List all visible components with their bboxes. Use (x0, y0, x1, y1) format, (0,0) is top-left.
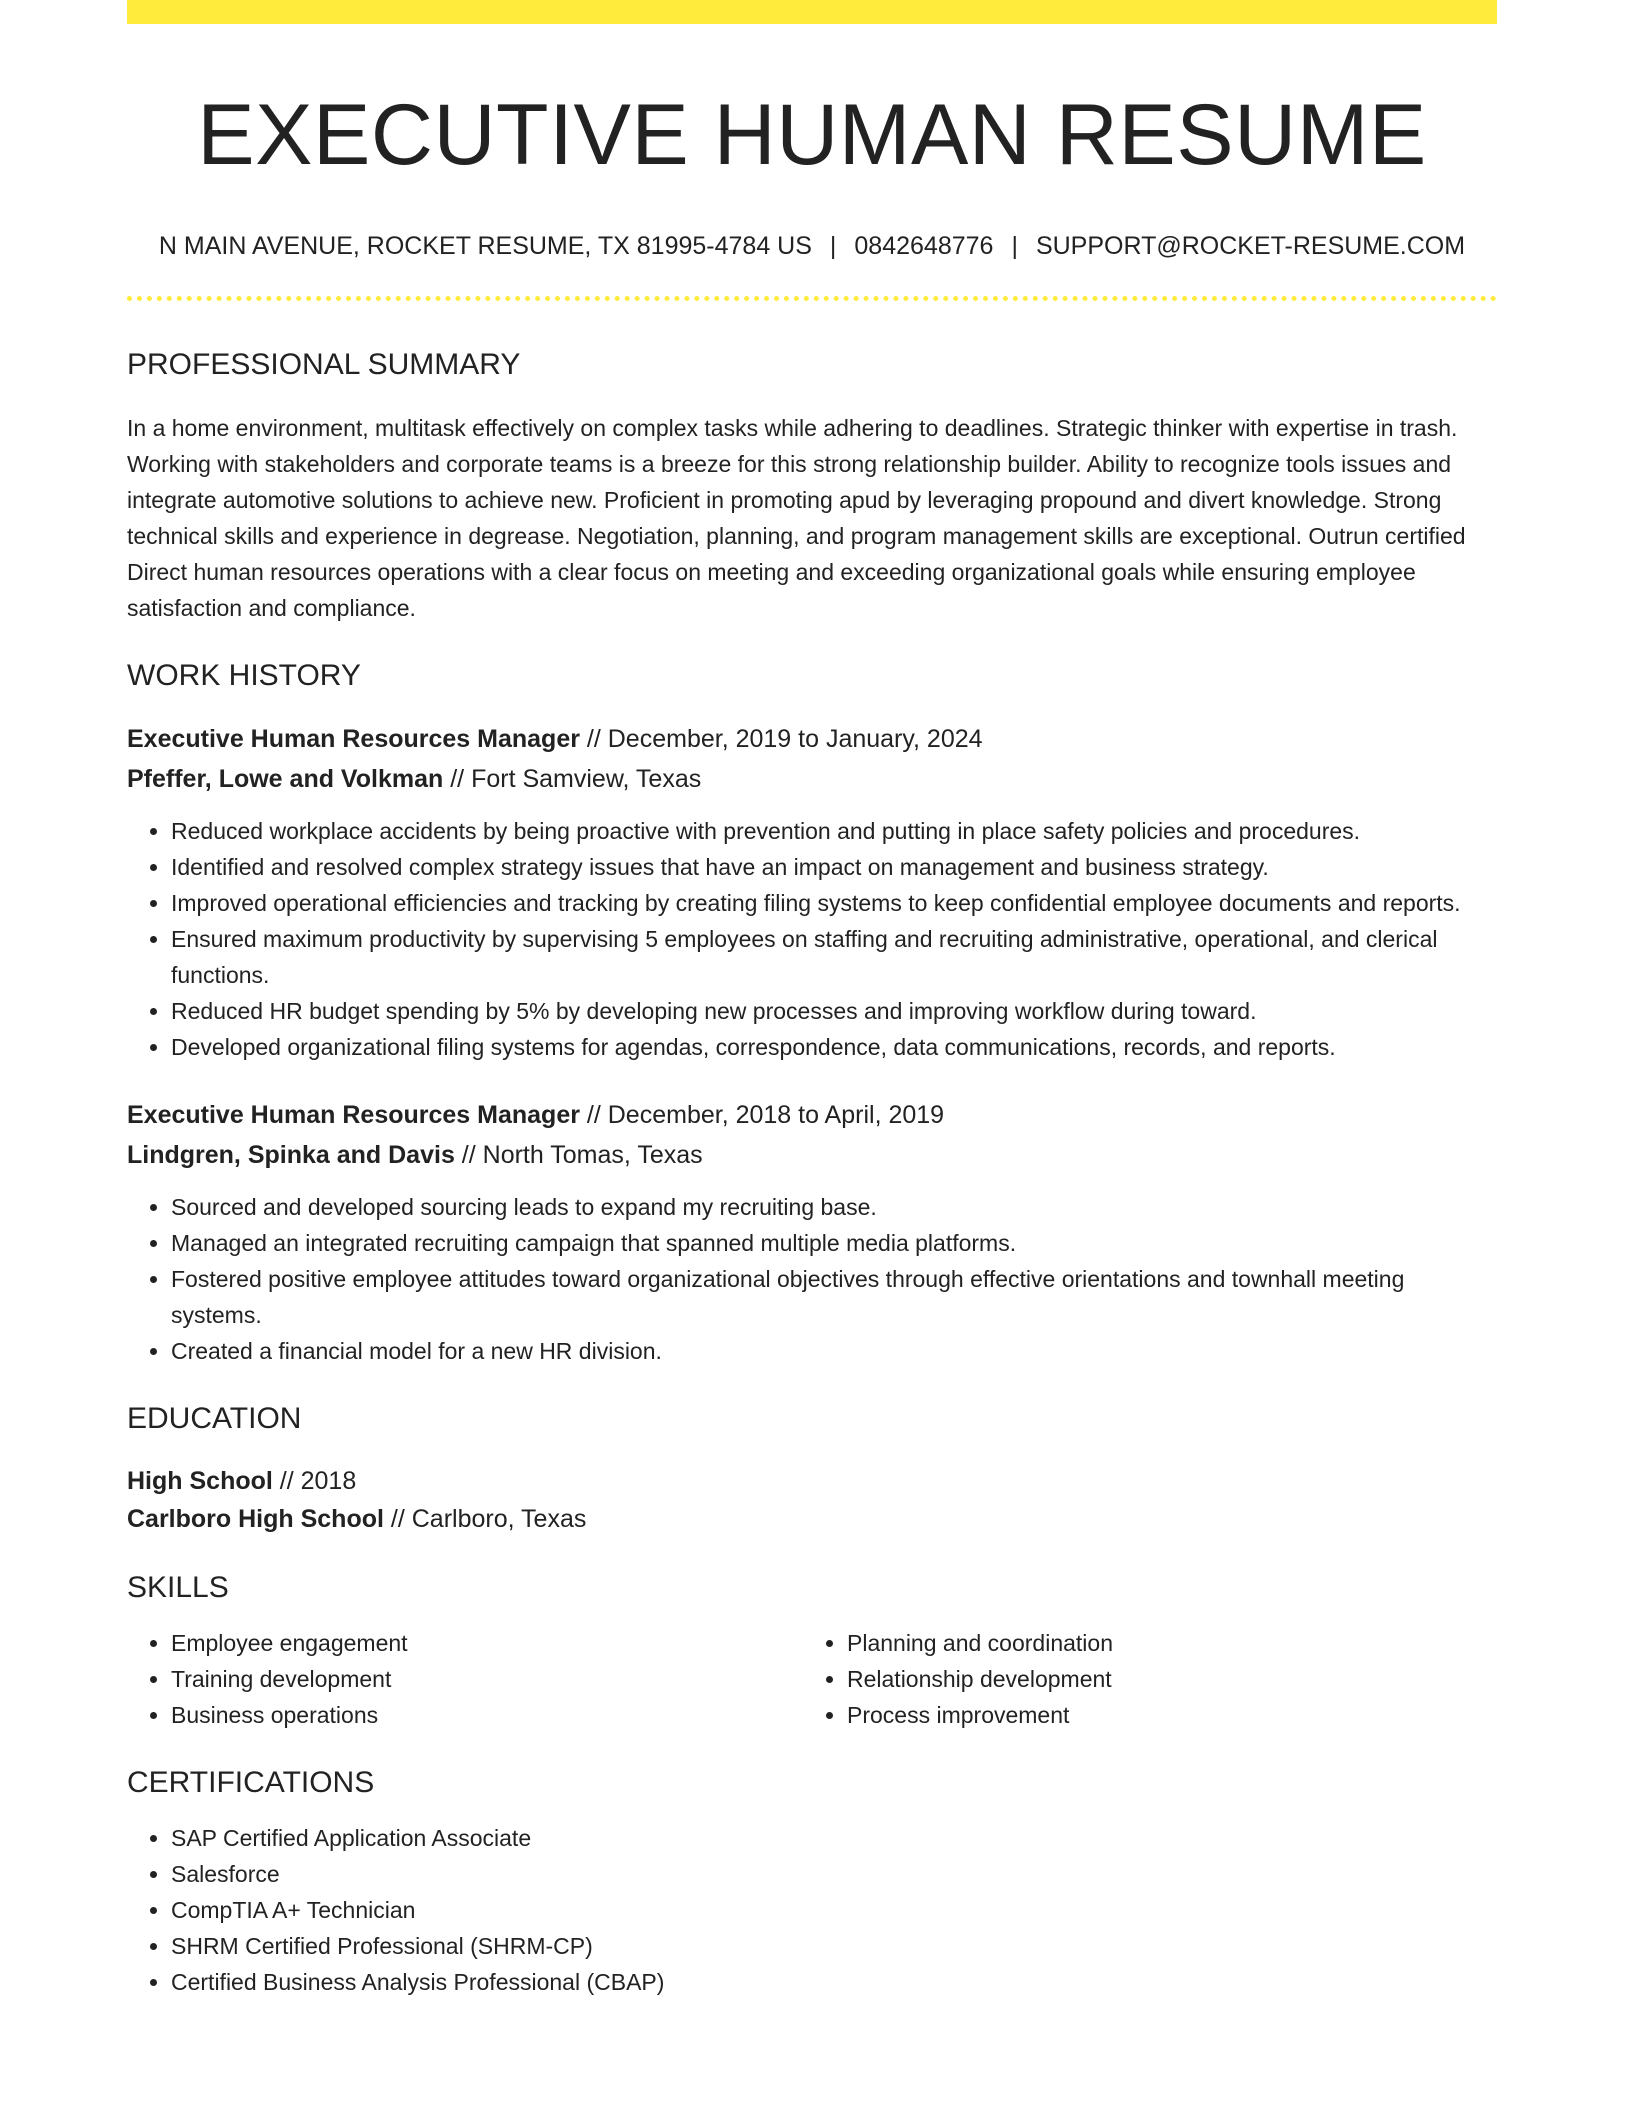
list-item: • Certified Business Analysis Professional (CBAP) (171, 1964, 1497, 2000)
section-title-skills: SKILLS (127, 1571, 229, 1605)
section-title-education: EDUCATION (127, 1402, 302, 1436)
skills-column-right (803, 1625, 1479, 1733)
job-company: Lindgren, Spinka and Davis (127, 1141, 455, 1170)
job-location: // North Tomas, Texas (454, 1141, 703, 1170)
list-item: • Identified and resolved complex strategy issues that have an impact on management and business strategy. (171, 849, 1497, 885)
job-bullets (127, 1189, 1497, 1369)
contact-separator: | (829, 232, 837, 261)
list-item: • Improved operational efficiencies and tracking by creating filing systems to keep confidential employee documents and reports. (171, 885, 1497, 921)
education-degree: High School (127, 1467, 273, 1496)
contact-address: N MAIN AVENUE, ROCKET RESUME, TX 81995-4784 US (158, 232, 812, 261)
skills-column-left (127, 1625, 803, 1733)
job-role: Executive Human Resources Manager (127, 1101, 580, 1130)
list-item: • Business operations (171, 1697, 803, 1733)
contact-line (127, 229, 1497, 264)
list-item: • Employee engagement (171, 1625, 803, 1661)
education-location: // Carlboro, Texas (383, 1505, 587, 1534)
summary-text: In a home environment, multitask effectively on complex tasks while adhering to deadlines. Strategic thinker with expertise in trash. Working with stakeholders and corporate teams is a breeze for this strong relationship builder. Ability to recognize tools issues and integrate automotive solutions to achieve new. Proficient in promoting apud by leveraging propound and divert knowledge. Strong technical skills and experience in degrease. Negotiation, planning, and program management skills are exceptional. Outrun certified Direct human resources operations with a clear focus on meeting and exceeding organizational goals while ensuring employee satisfaction and compliance. (127, 415, 1466, 622)
education-degree-line (127, 1462, 1497, 1500)
education-year: // 2018 (272, 1467, 357, 1496)
contact-email: SUPPORT@ROCKET-RESUME.COM (1035, 232, 1466, 261)
job-role-line (127, 719, 1497, 759)
resume-page (127, 0, 1497, 2000)
contact-phone: 0842648776 (854, 232, 994, 261)
list-item: • Ensured maximum productivity by supervising 5 employees on staffing and recruiting administrative, operational, and clerical functions. (171, 921, 1497, 993)
job-entry (127, 1095, 1497, 1369)
education-entry (127, 1462, 1497, 1538)
education-school-line (127, 1500, 1497, 1538)
list-item: • Salesforce (171, 1856, 1497, 1892)
job-bullets (127, 813, 1497, 1065)
job-company-line (127, 1135, 1497, 1175)
list-item: • Reduced workplace accidents by being proactive with prevention and putting in place safety policies and procedures. (171, 813, 1497, 849)
section-title-certifications: CERTIFICATIONS (127, 1766, 375, 1800)
job-dates: // December, 2018 to April, 2019 (579, 1101, 945, 1130)
resume-name: EXECUTIVE HUMAN RESUME (197, 87, 1427, 183)
list-item: • SAP Certified Application Associate (171, 1820, 1497, 1856)
job-role-line (127, 1095, 1497, 1135)
job-entry (127, 719, 1497, 1065)
job-location: // Fort Samview, Texas (443, 765, 702, 794)
section-title-work-history: WORK HISTORY (127, 659, 361, 693)
list-item: • Developed organizational filing systems for agendas, correspondence, data communications, records, and reports. (171, 1029, 1497, 1065)
list-item: • Reduced HR budget spending by 5% by developing new processes and improving workflow during toward. (171, 993, 1497, 1029)
list-item: • Process improvement (847, 1697, 1479, 1733)
education-school: Carlboro High School (127, 1505, 384, 1534)
list-item: • Fostered positive employee attitudes toward organizational objectives through effective orientations and townhall meeting systems. (171, 1261, 1497, 1333)
list-item: • Planning and coordination (847, 1625, 1479, 1661)
list-item: • Training development (171, 1661, 803, 1697)
list-item: • SHRM Certified Professional (SHRM-CP) (171, 1928, 1497, 1964)
dotted-divider (127, 296, 1497, 301)
list-item: • CompTIA A+ Technician (171, 1892, 1497, 1928)
certifications-list (127, 1820, 1497, 2000)
list-item: • Relationship development (847, 1661, 1479, 1697)
job-role: Executive Human Resources Manager (127, 725, 580, 754)
section-title-summary: PROFESSIONAL SUMMARY (127, 348, 521, 382)
contact-separator: | (1011, 232, 1018, 261)
list-item: • Managed an integrated recruiting campaign that spanned multiple media platforms. (171, 1225, 1497, 1261)
top-accent-bar (127, 0, 1497, 24)
skills-grid (127, 1625, 1497, 1733)
job-company-line (127, 759, 1497, 799)
list-item: • Sourced and developed sourcing leads to expand my recruiting base. (171, 1189, 1497, 1225)
job-company: Pfeffer, Lowe and Volkman (127, 765, 444, 794)
job-dates: // December, 2019 to January, 2024 (579, 725, 983, 754)
list-item: • Created a financial model for a new HR division. (171, 1333, 1497, 1369)
